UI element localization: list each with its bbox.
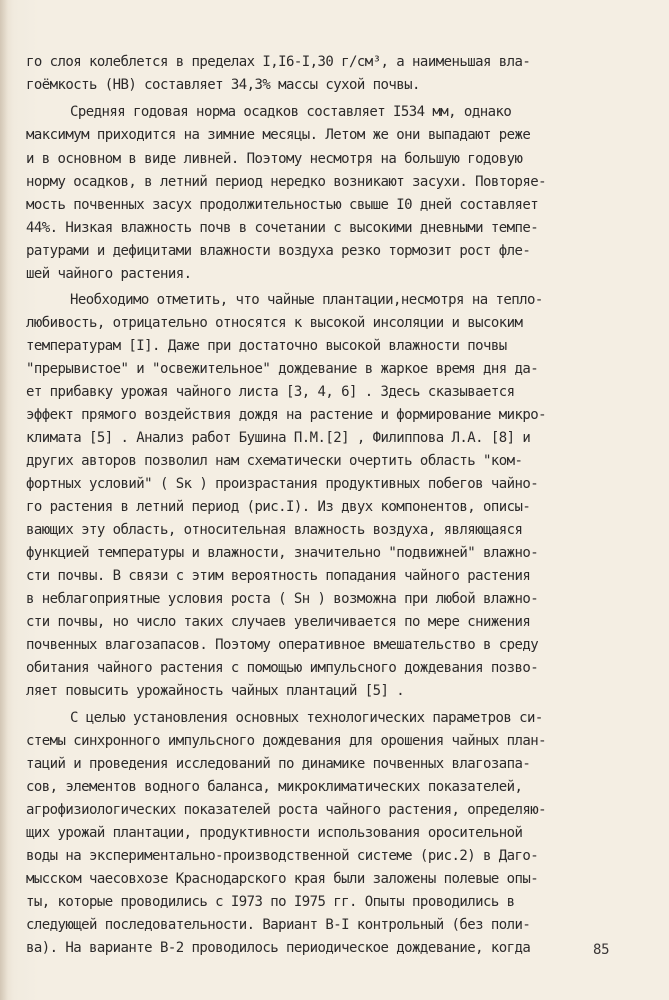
text-line: ляет повысить урожайность чайных плантаций [5] . xyxy=(26,683,405,699)
text-line: эффект прямого воздействия дождя на растение и формирование микро- xyxy=(26,407,546,423)
text-line: сти почвы, но число таких случаев увеличивается по мере снижения xyxy=(26,614,531,630)
text-line: стемы синхронного импульсного дождевания для орошения чайных план- xyxy=(26,733,546,749)
page-number: 85 xyxy=(593,942,610,958)
text-line: мысском чаесовхозе Краснодарского края были заложены полевые опы- xyxy=(26,871,539,887)
text-line: ты, которые проводились с I973 по I975 гг. Опыты проводились в xyxy=(26,894,515,910)
text-line: 44%. Низкая влажность почв в сочетании с высокими дневными темпе- xyxy=(26,220,539,236)
spine-shadow xyxy=(0,0,8,1000)
text-line: любивость, отрицательно относятся к высокой инсоляции и высоким xyxy=(26,315,523,331)
text-line: Необходимо отметить, что чайные плантации,несмотря на тепло- xyxy=(70,292,543,308)
text-line: температурам [I]. Даже при достаточно высокой влажности почвы xyxy=(26,338,507,354)
text-line: С целью установления основных технологических параметров си- xyxy=(70,710,543,726)
text-line: климата [5] . Анализ работ Бушина П.М.[2] , Филиппова Л.А. [8] и xyxy=(26,430,531,446)
text-line: сов, элементов водного баланса, микроклиматических показателей, xyxy=(26,779,523,795)
text-line: функцией температуры и влажности, значительно "подвижней" влажно- xyxy=(26,545,539,561)
text-line: ет прибавку урожая чайного листа [3, 4, 6] . Здесь сказывается xyxy=(26,384,515,400)
text-line: щих урожай плантации, продуктивности использования оросительной xyxy=(26,825,523,841)
text-line: фортных условий" ( Sк ) произрастания продуктивных побегов чайно- xyxy=(26,476,539,492)
text-line: шей чайного растения. xyxy=(26,266,192,282)
text-line: ва). На варианте В-2 проводилось периодическое дождевание, когда xyxy=(26,940,531,956)
text-line: почвенных влагозапасов. Поэтому оперативное вмешательство в среду xyxy=(26,637,539,653)
text-line: сти почвы. В связи с этим вероятность попадания чайного растения xyxy=(26,568,531,584)
text-line: агрофизиологических показателей роста чайного растения, определяю- xyxy=(26,802,546,818)
text-line: "прерывистое" и "освежительное" дождевание в жаркое время дня да- xyxy=(26,361,539,377)
text-line: ратурами и дефицитами влажности воздуха резко тормозит рост фле- xyxy=(26,243,531,259)
text-line: мость почвенных засух продолжительностью свыше I0 дней составляет xyxy=(26,197,539,213)
text-line: таций и проведения исследований по динамике почвенных влагозапа- xyxy=(26,756,531,772)
text-line: воды на экспериментально-производственной системе (рис.2) в Даго- xyxy=(26,848,539,864)
text-line: других авторов позволил нам схематически очертить область "ком- xyxy=(26,453,523,469)
text-line: гоёмкость (НВ) составляет 34,3% массы сухой почвы. xyxy=(26,77,420,93)
text-line: го растения в летний период (рис.I). Из двух компонентов, описы- xyxy=(26,499,531,515)
text-line: норму осадков, в летний период нередко возникают засухи. Повторяе- xyxy=(26,174,546,190)
text-line: и в основном в виде ливней. Поэтому несмотря на большую годовую xyxy=(26,151,523,167)
text-line: вающих эту область, относительная влажность воздуха, являющаяся xyxy=(26,522,523,538)
text-line: максимум приходится на зимние месяцы. Летом же они выпадают реже xyxy=(26,127,531,143)
text-line: обитания чайного растения с помощью импульсного дождевания позво- xyxy=(26,660,539,676)
text-line: в неблагоприятные условия роста ( Sн ) возможна при любой влажно- xyxy=(26,591,539,607)
text-line: Средняя годовая норма осадков составляет I534 мм, однако xyxy=(70,104,512,120)
text-line: следующей последовательности. Вариант В-I контрольный (без поли- xyxy=(26,917,531,933)
text-line: го слоя колеблется в пределах I,I6-I,30 г/см³, а наименьшая вла- xyxy=(26,54,531,70)
